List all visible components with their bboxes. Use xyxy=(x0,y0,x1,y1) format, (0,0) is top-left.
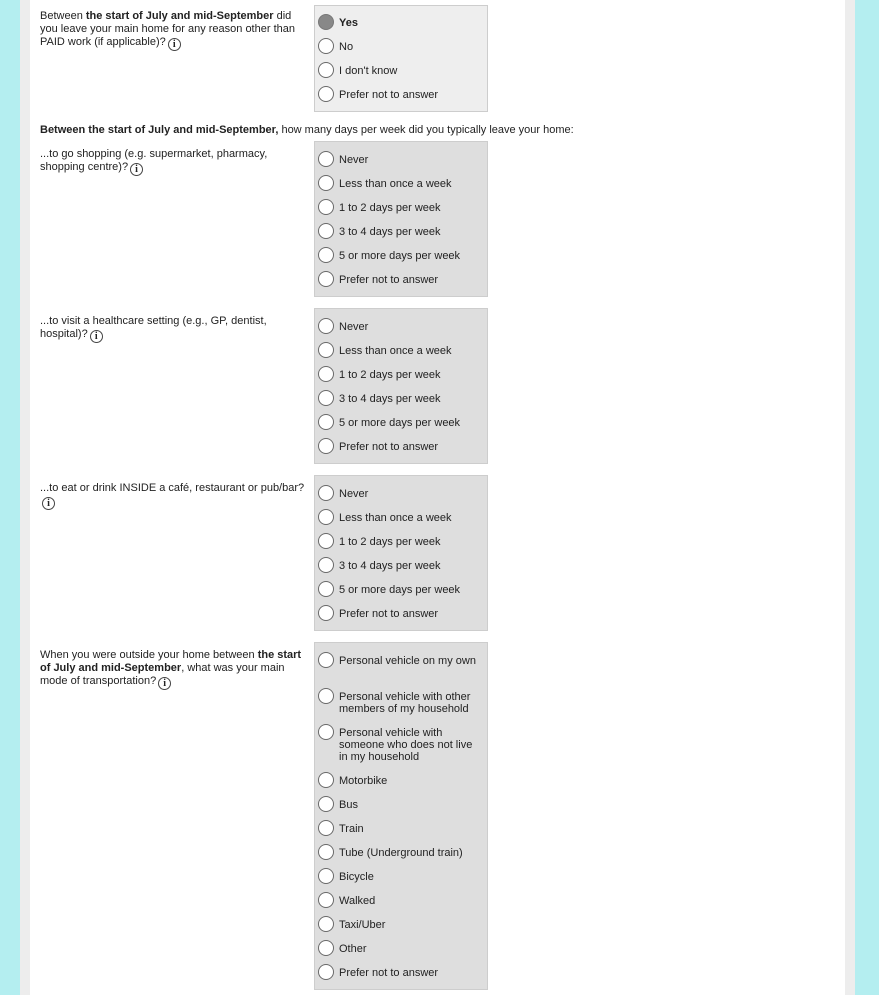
options-leave-home xyxy=(314,5,488,112)
radio-button[interactable] xyxy=(318,62,334,78)
option-label: 1 to 2 days per week xyxy=(339,369,441,381)
option-label: Motorbike xyxy=(339,775,388,787)
option-label: Personal vehicle on my own xyxy=(339,655,476,667)
radio-button[interactable] xyxy=(318,175,334,191)
radio-button[interactable] xyxy=(318,38,334,54)
radio-button[interactable] xyxy=(318,414,334,430)
radio-button[interactable] xyxy=(318,509,334,525)
question-eat-drink xyxy=(40,482,312,510)
radio-button[interactable] xyxy=(318,318,334,334)
info-icon[interactable]: i xyxy=(130,163,143,176)
info-icon[interactable]: i xyxy=(158,677,171,690)
radio-button[interactable] xyxy=(318,940,334,956)
info-icon[interactable]: i xyxy=(42,497,55,510)
radio-button[interactable] xyxy=(318,772,334,788)
radio-button[interactable] xyxy=(318,485,334,501)
radio-button[interactable] xyxy=(318,247,334,263)
radio-button[interactable] xyxy=(318,605,334,621)
radio-button[interactable] xyxy=(318,892,334,908)
option-label: Walked xyxy=(339,895,376,907)
option-label: 1 to 2 days per week xyxy=(339,536,441,548)
option-label: Personal vehicle with someone who does not live in my household xyxy=(339,727,473,763)
section-heading-text: how many days per week did you typically leave your home: xyxy=(278,124,574,136)
options-eat-drink xyxy=(314,475,488,631)
question-text: When you were outside your home between xyxy=(40,649,258,661)
radio-button[interactable] xyxy=(318,199,334,215)
option-label: Prefer not to answer xyxy=(339,89,439,101)
option-label: Personal vehicle with other members of my household xyxy=(339,691,471,715)
section-heading xyxy=(40,124,600,137)
option-label: Other xyxy=(339,943,367,955)
question-text: ...to eat or drink INSIDE a café, restaurant or pub/bar? xyxy=(40,482,305,494)
radio-button[interactable] xyxy=(318,223,334,239)
radio-button[interactable] xyxy=(318,533,334,549)
option-label: Less than once a week xyxy=(339,512,452,524)
option-label: 5 or more days per week xyxy=(339,584,461,596)
option-label: Never xyxy=(339,154,369,166)
question-text-emphasis: the start of July and mid-September xyxy=(40,649,302,674)
info-icon[interactable]: i xyxy=(168,38,181,51)
option-label: Yes xyxy=(339,17,358,29)
options-healthcare xyxy=(314,308,488,464)
radio-button[interactable] xyxy=(318,868,334,884)
radio-button[interactable] xyxy=(318,86,334,102)
survey-panel xyxy=(30,0,845,995)
option-label: Never xyxy=(339,321,369,333)
question-text: ...to go shopping (e.g. supermarket, pharmacy, shopping centre)? xyxy=(40,148,268,173)
radio-button[interactable] xyxy=(318,581,334,597)
question-transport xyxy=(40,649,312,690)
radio-button[interactable] xyxy=(318,844,334,860)
option-label: Taxi/Uber xyxy=(339,919,386,931)
right-margin xyxy=(845,0,855,995)
radio-button[interactable] xyxy=(318,438,334,454)
radio-button[interactable] xyxy=(318,688,334,704)
option-label: Less than once a week xyxy=(339,178,452,190)
question-leave-home xyxy=(40,10,312,51)
left-margin xyxy=(20,0,30,995)
radio-button[interactable] xyxy=(318,964,334,980)
question-text: ...to visit a healthcare setting (e.g., GP, dentist, hospital)? xyxy=(40,315,267,340)
option-label: Prefer not to answer xyxy=(339,967,439,979)
radio-button[interactable] xyxy=(318,390,334,406)
option-label: 3 to 4 days per week xyxy=(339,393,441,405)
question-text: , what was your main mode of transportation? xyxy=(40,662,285,687)
radio-button[interactable] xyxy=(318,271,334,287)
option-label: Prefer not to answer xyxy=(339,608,439,620)
option-label: Never xyxy=(339,488,369,500)
option-label: Bus xyxy=(339,799,358,811)
radio-button[interactable] xyxy=(318,342,334,358)
options-transport xyxy=(314,642,488,990)
option-label: 5 or more days per week xyxy=(339,417,461,429)
options-shopping xyxy=(314,141,488,297)
option-label: Prefer not to answer xyxy=(339,441,439,453)
question-text: did you leave your main home for any reason other than PAID work (if applicable)? xyxy=(40,10,295,48)
option-label: Less than once a week xyxy=(339,345,452,357)
question-text: Between xyxy=(40,10,86,22)
radio-button[interactable] xyxy=(318,820,334,836)
option-label: Bicycle xyxy=(339,871,374,883)
option-label: No xyxy=(339,41,354,53)
section-heading-emphasis: Between the start of July and mid-September, xyxy=(40,124,279,136)
option-label: 1 to 2 days per week xyxy=(339,202,441,214)
radio-button-selected[interactable] xyxy=(318,14,334,30)
info-icon[interactable]: i xyxy=(90,330,103,343)
option-label: Prefer not to answer xyxy=(339,274,439,286)
radio-button[interactable] xyxy=(318,796,334,812)
question-healthcare xyxy=(40,315,312,343)
radio-button[interactable] xyxy=(318,151,334,167)
radio-button[interactable] xyxy=(318,916,334,932)
radio-button[interactable] xyxy=(318,724,334,740)
radio-button[interactable] xyxy=(318,557,334,573)
question-text-emphasis: the start of July and mid-September xyxy=(85,10,274,22)
option-label: 3 to 4 days per week xyxy=(339,226,441,238)
radio-button[interactable] xyxy=(318,652,334,668)
option-label: 5 or more days per week xyxy=(339,250,461,262)
option-label: Train xyxy=(339,823,364,835)
option-label: 3 to 4 days per week xyxy=(339,560,441,572)
question-shopping xyxy=(40,148,312,176)
option-label: I don't know xyxy=(339,65,398,77)
radio-button[interactable] xyxy=(318,366,334,382)
option-label: Tube (Underground train) xyxy=(339,847,463,859)
